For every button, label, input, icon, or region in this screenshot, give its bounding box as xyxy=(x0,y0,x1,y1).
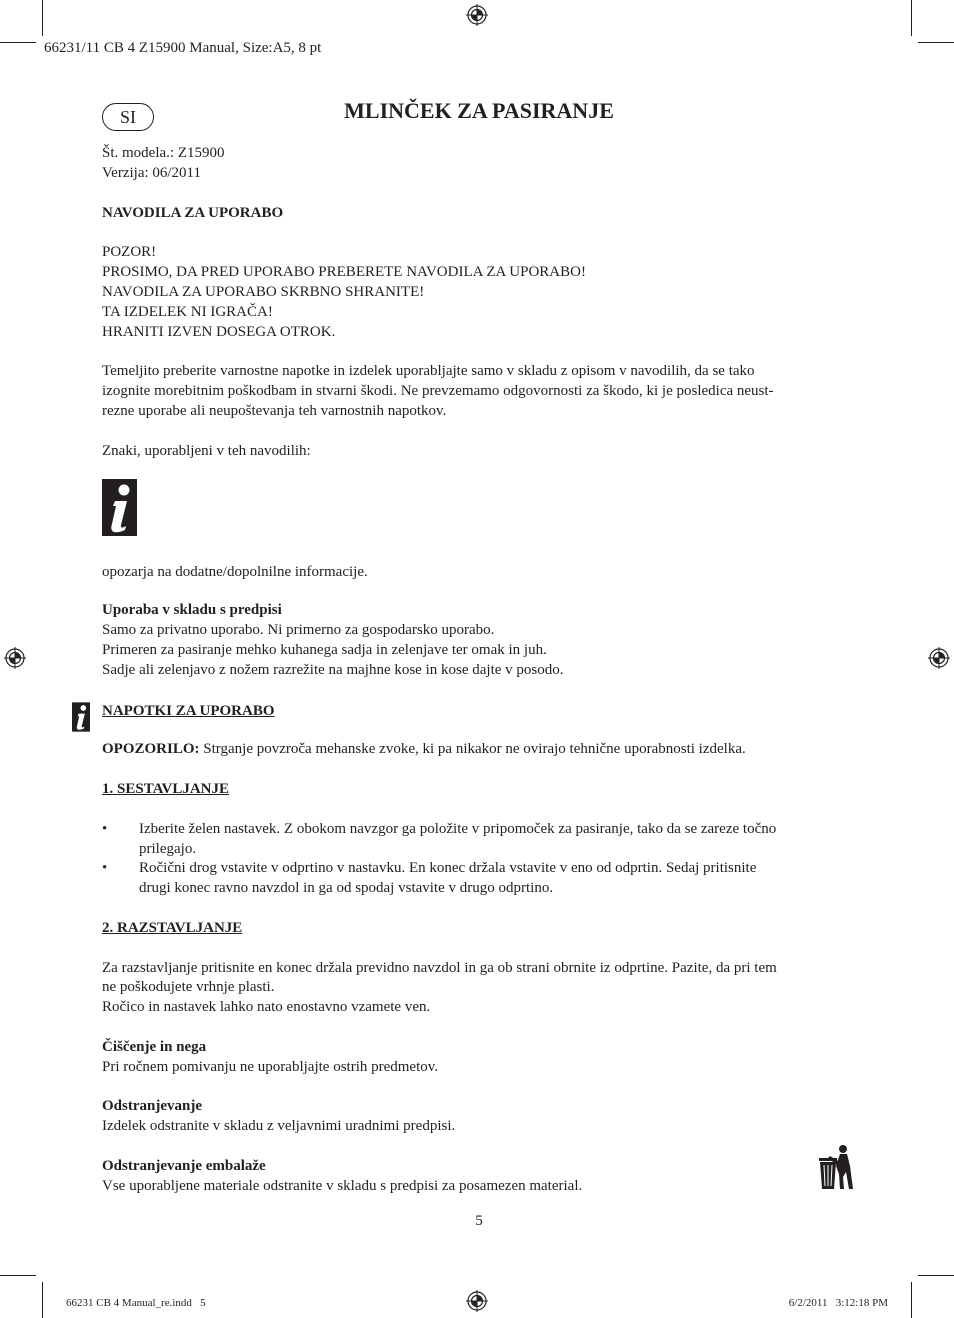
warning-line: TA IZDELEK NI IGRAČA! xyxy=(102,304,273,320)
bullet: • xyxy=(102,860,108,876)
intro-line: Temeljito preberite varnostne napotke in izdelek uporabljajte samo v skladu z opisom v navodilih, da se tako xyxy=(102,363,755,379)
crop-mark-top-right-v xyxy=(911,0,912,36)
model-number: Št. modela.: Z15900 xyxy=(102,145,225,161)
assembly-item-line: prilegajo. xyxy=(139,841,197,857)
crop-mark-top-right-h xyxy=(918,42,954,43)
intended-use-heading: Uporaba v skladu s predpisi xyxy=(102,602,282,618)
disposal-text: Izdelek odstranite v skladu z veljavnimi uradnimi predpisi. xyxy=(102,1118,456,1134)
crop-mark-bottom-right-h xyxy=(918,1275,954,1276)
disassembly-heading: 2. RAZSTAVLJANJE xyxy=(102,920,243,936)
symbols-intro: Znaki, uporabljeni v teh navodilih: xyxy=(102,443,311,459)
registration-mark-icon xyxy=(466,4,488,26)
warning-line: PROSIMO, DA PRED UPORABO PREBERETE NAVODILA ZA UPORABO! xyxy=(102,264,586,280)
assembly-item-line: Izberite želen nastavek. Z obokom navzgor ga položite v pripomoček za pasiranje, tako da se zareze točno xyxy=(139,821,777,837)
usage-warning xyxy=(102,739,850,759)
info-icon xyxy=(102,479,137,536)
crop-mark-bottom-right-v xyxy=(911,1282,912,1318)
packaging-disposal-heading: Odstranjevanje embalaže xyxy=(102,1158,266,1174)
registration-mark-icon xyxy=(466,1290,488,1312)
crop-mark-bottom-left-v xyxy=(42,1282,43,1318)
language-badge-label: SI xyxy=(119,107,136,127)
intro-line: rezne uporabe ali neupoštevanja teh varnostnih napotkov. xyxy=(102,403,447,419)
disassembly-line: ne poškodujete vrhnje plasti. xyxy=(102,979,275,995)
intended-use-line: Primeren za pasiranje mehko kuhanega sadja in zelenjave ter omak in juh. xyxy=(102,642,547,658)
warning-line: HRANITI IZVEN DOSEGA OTROK. xyxy=(102,324,336,340)
disassembly-line: Ročico in nastavek lahko nato enostavno vzamete ven. xyxy=(102,999,431,1015)
version: Verzija: 06/2011 xyxy=(102,165,202,181)
crop-mark-bottom-left-h xyxy=(0,1275,36,1276)
page-title: MLINČEK ZA PASIRANJE xyxy=(344,98,614,123)
crop-mark-top-left-v xyxy=(42,0,43,36)
usage-warning-text: Strganje povzroča mehanske zvoke, ki pa nikakor ne ovirajo tehnične uporabnosti izdelka. xyxy=(199,741,746,757)
disposal-heading: Odstranjevanje xyxy=(102,1098,202,1114)
slug-line: 66231/11 CB 4 Z15900 Manual, Size:A5, 8 pt xyxy=(44,40,322,56)
usage-notes-heading: NAPOTKI ZA UPORABO xyxy=(102,703,275,719)
crop-mark-top-left-h xyxy=(0,42,36,43)
info-icon xyxy=(72,702,90,732)
registration-mark-icon xyxy=(4,647,26,669)
trash-bin-icon xyxy=(816,1144,854,1192)
footer-file: 66231 CB 4 Manual_re.indd 5 xyxy=(66,1297,206,1309)
usage-warning-label: OPOZORILO: xyxy=(102,741,200,757)
assembly-heading: 1. SESTAVLJANJE xyxy=(102,781,229,797)
page-number: 5 xyxy=(475,1213,483,1229)
packaging-disposal-text: Vse uporabljene materiale odstranite v skladu s predpisi za posamezen material. xyxy=(102,1178,583,1194)
info-symbol-text: opozarja na dodatne/dopolnilne informacije. xyxy=(102,564,368,580)
intended-use-line: Samo za privatno uporabo. Ni primerno za gospodarsko uporabo. xyxy=(102,622,495,638)
warning-line: POZOR! xyxy=(102,244,157,260)
registration-mark-icon xyxy=(928,647,950,669)
disassembly-line: Za razstavljanje pritisnite en konec držala previdno navzdol in ga ob strani obrnite iz odprtine. Pazite, da pri tem xyxy=(102,960,777,976)
instructions-heading: NAVODILA ZA UPORABO xyxy=(102,205,284,221)
intro-line: izognite morebitnim poškodbam in stvarni škodi. Ne prevzemamo odgovornosti za škodo, ki je posledica neust- xyxy=(102,383,774,399)
cleaning-heading: Čiščenje in nega xyxy=(102,1039,207,1055)
cleaning-text: Pri ročnem pomivanju ne uporabljajte ostrih predmetov. xyxy=(102,1059,439,1075)
bullet: • xyxy=(102,821,108,837)
assembly-item-line: drugi konec ravno navzdol in ga od spodaj vstavite v drugo odprtino. xyxy=(139,880,554,896)
assembly-item-line: Ročični drog vstavite v odprtino v nastavku. En konec držala vstavite v eno od odprtin. Sedaj pritisnite xyxy=(139,860,757,876)
warning-line: NAVODILA ZA UPORABO SKRBNO SHRANITE! xyxy=(102,284,425,300)
intended-use-line: Sadje ali zelenjavo z nožem razrežite na majhne kose in kose dajte v posodo. xyxy=(102,662,564,678)
footer-timestamp: 6/2/2011 3:12:18 PM xyxy=(788,1297,888,1309)
